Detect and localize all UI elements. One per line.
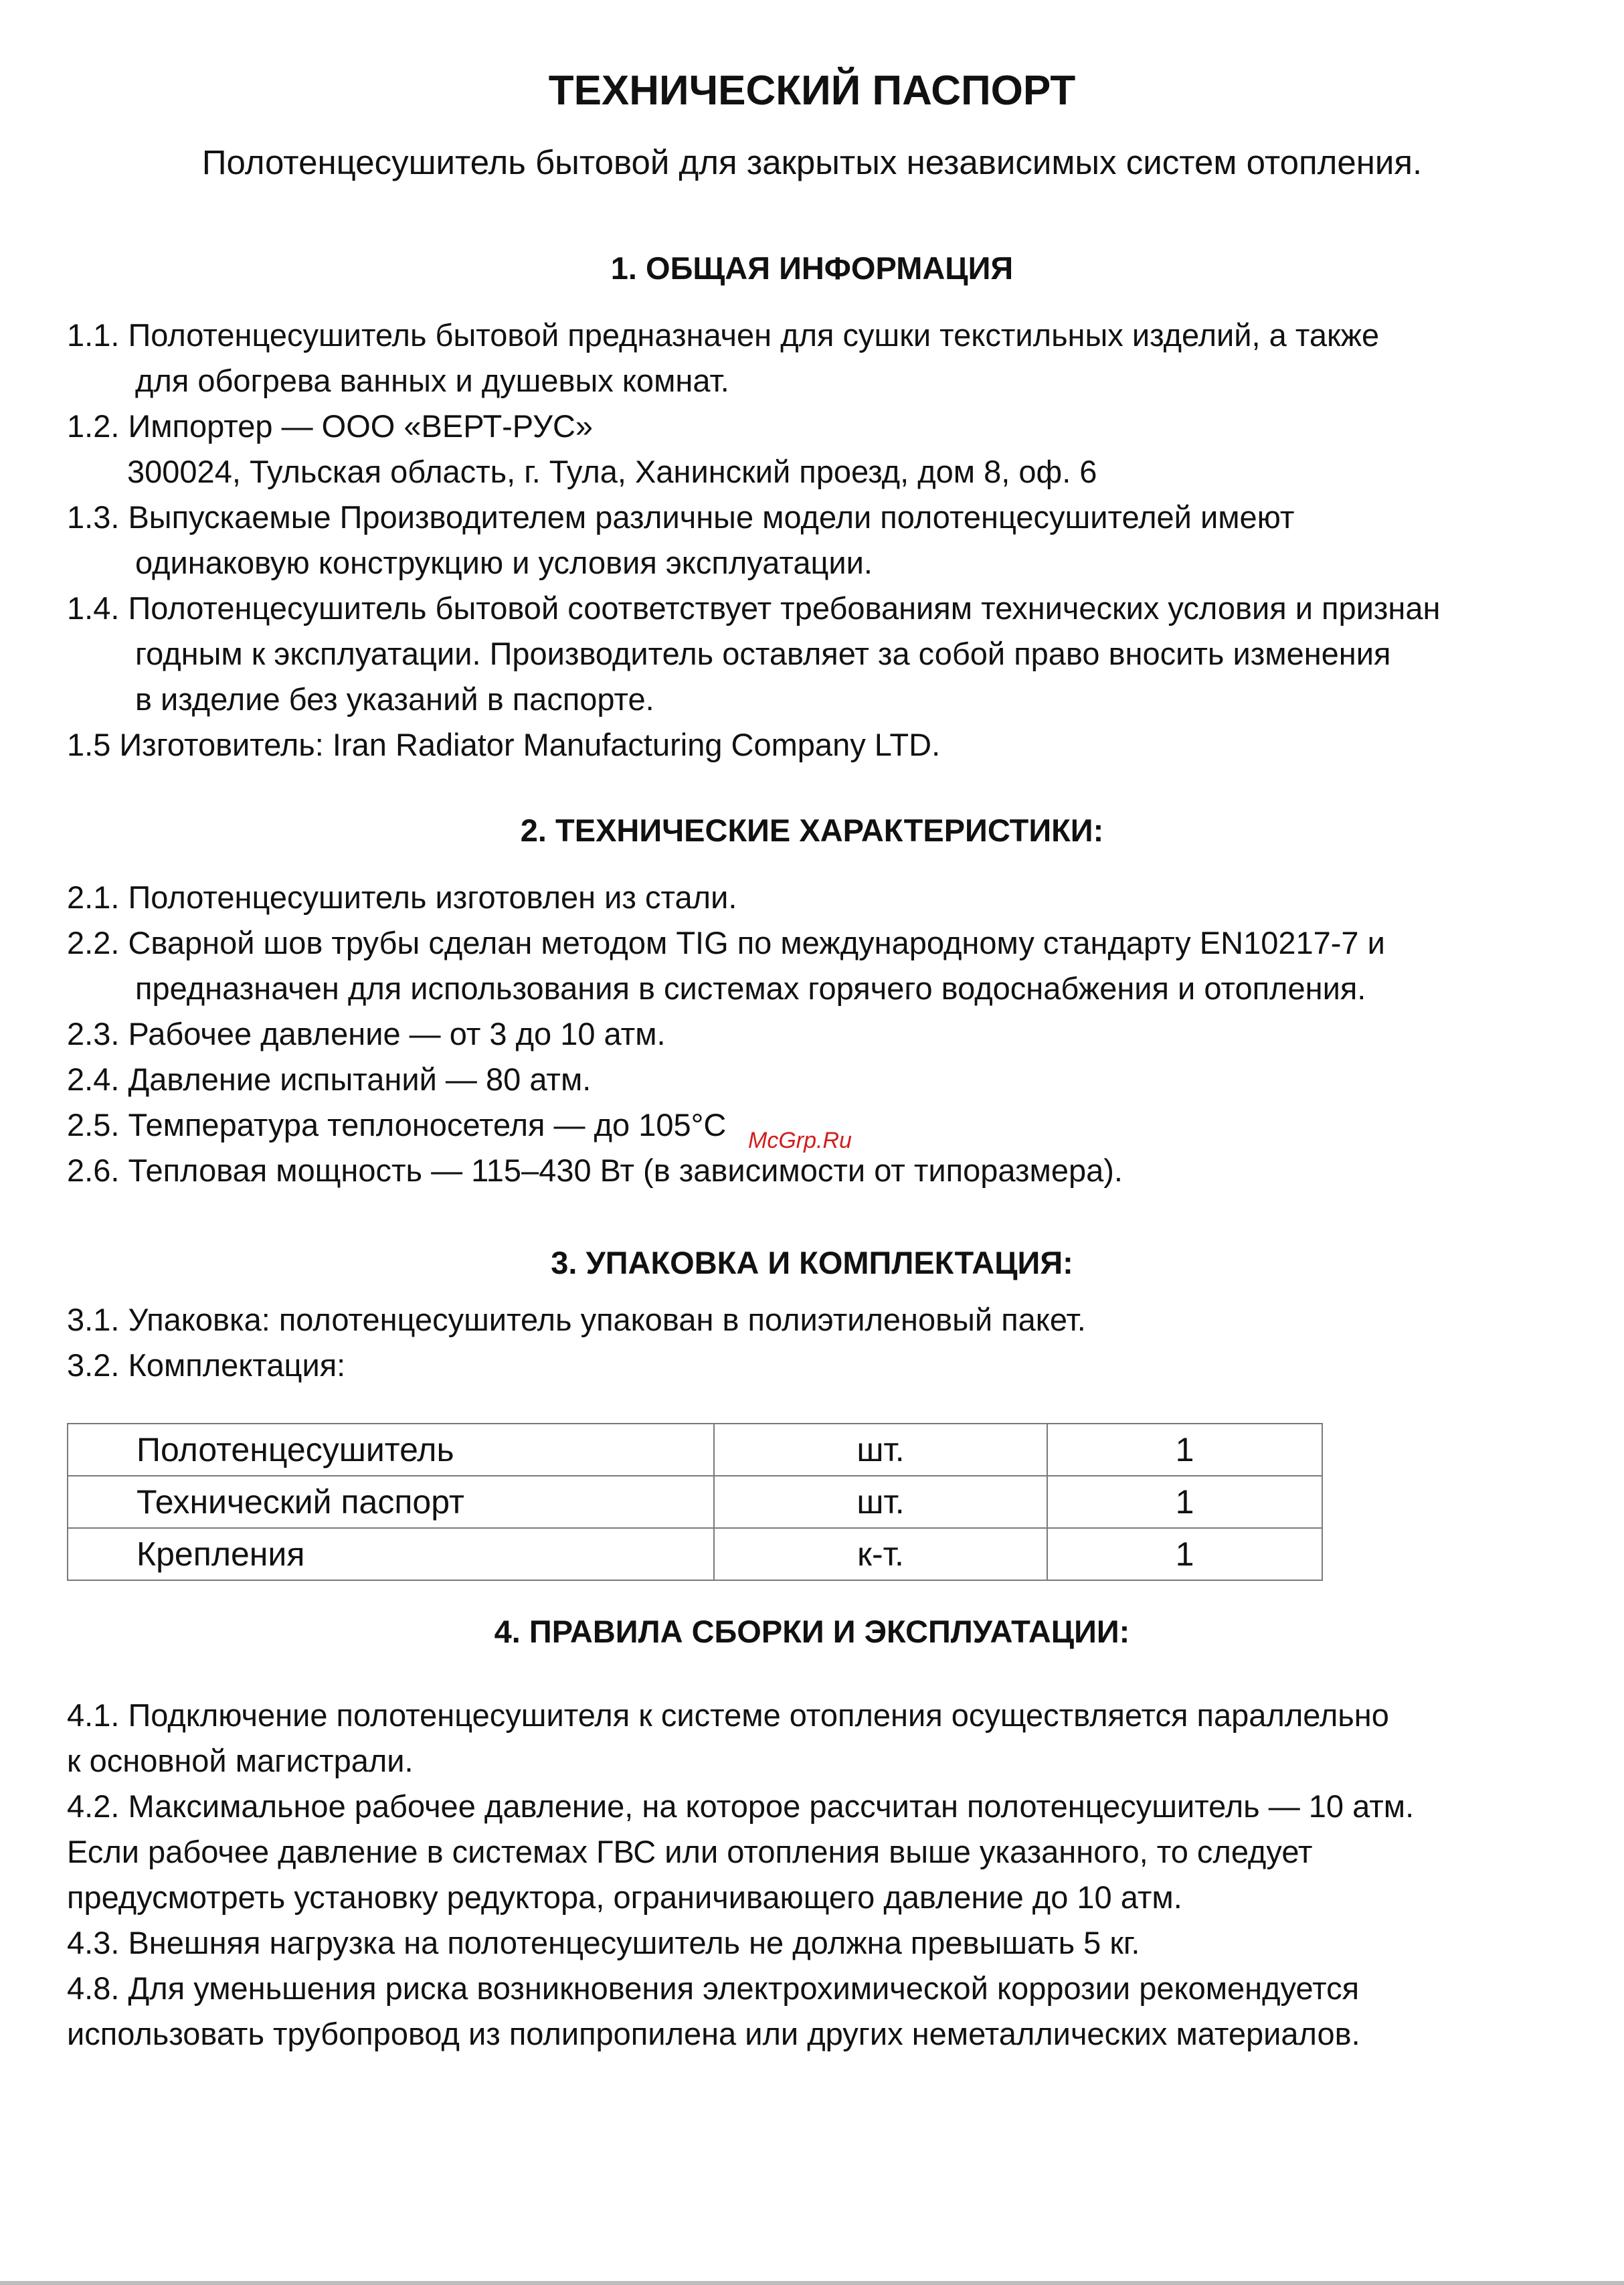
section1-line: 1.5 Изготовитель: Iran Radiator Manufacturing Company LTD.	[67, 727, 941, 762]
document-title: ТЕХНИЧЕСКИЙ ПАСПОРТ	[548, 68, 1076, 114]
section1-heading: 1. ОБЩАЯ ИНФОРМАЦИЯ	[610, 250, 1014, 286]
section1-line: 1.1. Полотенцесушитель бытовой предназначен для сушки текстильных изделий, а также	[67, 317, 1380, 353]
section2-line: 2.1. Полотенцесушитель изготовлен из стали.	[67, 879, 737, 915]
section4-line: использовать трубопровод из полипропилена или других неметаллических материалов.	[67, 2016, 1360, 2051]
section2-line: 2.3. Рабочее давление — от 3 до 10 атм.	[67, 1016, 666, 1051]
section2-heading: 2. ТЕХНИЧЕСКИЕ ХАРАКТЕРИСТИКИ:	[520, 813, 1104, 848]
section3-line: 3.2. Комплектация:	[67, 1347, 346, 1383]
table-row	[68, 1476, 1322, 1528]
section4-line: 4.1. Подключение полотенцесушителя к системе отопления осуществляется параллельно	[67, 1697, 1389, 1733]
section2-line: 2.2. Сварной шов трубы сделан методом TIG по международному стандарту EN10217-7 и	[67, 925, 1385, 960]
document-subtitle: Полотенцесушитель бытовой для закрытых независимых систем отопления.	[201, 143, 1423, 181]
section1-line: 300024, Тульская область, г. Тула, Ханинский проезд, дом 8, оф. 6	[127, 454, 1097, 489]
table-cell-item: Полотенцесушитель	[68, 1424, 714, 1476]
table-row	[68, 1424, 1322, 1476]
table-cell-unit: шт.	[714, 1424, 1047, 1476]
section4-heading: 4. ПРАВИЛА СБОРКИ И ЭКСПЛУАТАЦИИ:	[494, 1614, 1130, 1649]
table-cell-qty: 1	[1047, 1424, 1322, 1476]
table-cell-qty: 1	[1047, 1528, 1322, 1580]
section4-line: 4.8. Для уменьшения риска возникновения электрохимической коррозии рекомендуется	[67, 1970, 1360, 2006]
table-cell-unit: шт.	[714, 1476, 1047, 1528]
section2-line: 2.6. Тепловая мощность — 115–430 Вт (в зависимости от типоразмера).	[67, 1153, 1123, 1188]
table-row	[68, 1528, 1322, 1580]
section4-line: к основной магистрали.	[67, 1743, 414, 1778]
section3-heading: 3. УПАКОВКА И КОМПЛЕКТАЦИЯ:	[551, 1245, 1073, 1280]
section2-line: предназначен для использования в системах горячего водоснабжения и отопления.	[135, 970, 1366, 1006]
section1-line: в изделие без указаний в паспорте.	[135, 681, 654, 717]
section1-line: 1.3. Выпускаемые Производителем различные модели полотенцесушителей имеют	[67, 499, 1295, 535]
contents-table	[67, 1423, 1323, 1581]
table-cell-qty: 1	[1047, 1476, 1322, 1528]
watermark: McGrp.Ru	[748, 1128, 852, 1153]
table-cell-unit: к-т.	[714, 1528, 1047, 1580]
section1-line: для обогрева ванных и душевых комнат.	[135, 363, 729, 398]
section1-line: 1.2. Импортер — ООО «ВЕРТ-РУС»	[67, 408, 594, 444]
section2-line: 2.4. Давление испытаний — 80 атм.	[67, 1062, 592, 1097]
section1-line: годным к эксплуатации. Производитель оставляет за собой право вносить изменения	[135, 636, 1391, 671]
section1-line: 1.4. Полотенцесушитель бытовой соответствует требованиям технических условия и признан	[67, 590, 1441, 626]
section3-line: 3.1. Упаковка: полотенцесушитель упакован в полиэтиленовый пакет.	[67, 1302, 1086, 1337]
section4-line: 4.2. Максимальное рабочее давление, на которое рассчитан полотенцесушитель — 10 атм.	[67, 1788, 1415, 1824]
section1-line: одинаковую конструкцию и условия эксплуатации.	[135, 545, 873, 580]
table-cell-item: Технический паспорт	[68, 1476, 714, 1528]
page-bottom-divider	[0, 2281, 1624, 2285]
table-cell-item: Крепления	[68, 1528, 714, 1580]
section4-line: предусмотреть установку редуктора, ограничивающего давление до 10 атм.	[67, 1879, 1182, 1915]
section2-line: 2.5. Температура теплоносетеля — до 105°C	[67, 1107, 727, 1142]
section4-line: Если рабочее давление в системах ГВС или отопления выше указанного, то следует	[67, 1834, 1313, 1869]
section4-line: 4.3. Внешняя нагрузка на полотенцесушитель не должна превышать 5 кг.	[67, 1925, 1140, 1960]
